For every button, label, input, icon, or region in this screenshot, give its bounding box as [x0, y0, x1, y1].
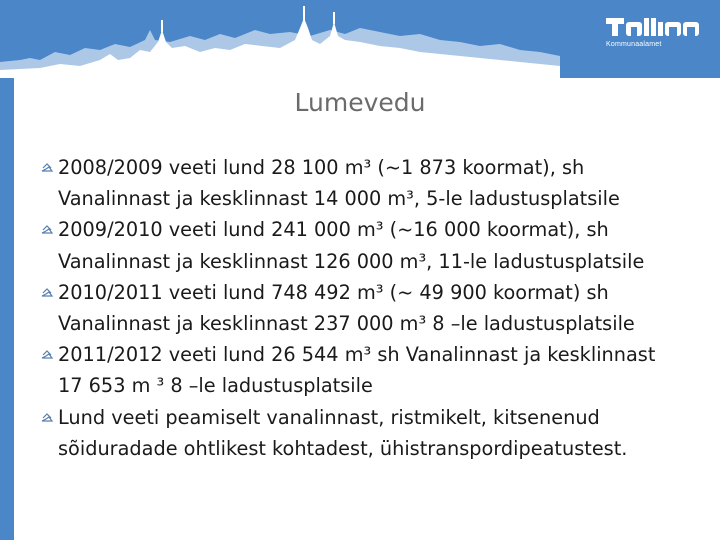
bullet-list [40, 152, 708, 464]
bullet-icon [40, 286, 54, 300]
bullet-line-2: Vanalinnast ja kesklinnast 237 000 m³ 8 –le ladustusplatsile [58, 312, 635, 336]
bullet-line-2: Vanalinnast ja kesklinnast 14 000 m³, 5-le ladustusplatsile [58, 187, 620, 211]
bullet-line-2: Vanalinnast ja kesklinnast 126 000 m³, 11-le ladustusplatsile [58, 249, 645, 273]
list-item [40, 402, 708, 464]
list-item [40, 214, 708, 276]
bullet-line-2: 17 653 m ³ 8 –le ladustusplatsile [58, 374, 373, 398]
list-item [40, 152, 708, 214]
bullet-icon [40, 411, 54, 425]
tallinn-logo-icon [606, 14, 702, 38]
city-skyline-graphic [0, 0, 560, 78]
slide-title-text: Lumevedu [294, 88, 426, 117]
bullet-icon [40, 161, 54, 175]
bullet-line-2: sõiduradade ohtlikest kohtadest, ühistranspordipeatustest. [58, 436, 628, 460]
bullet-line-1: Lund veeti peamiselt vanalinnast, ristmikelt, kitsenenud [58, 405, 600, 429]
left-accent-bar [0, 78, 14, 540]
bullet-icon [40, 223, 54, 237]
bullet-line-1: 2008/2009 veeti lund 28 100 m³ (~1 873 koormat), sh [58, 156, 585, 179]
tallinn-logo [606, 14, 706, 54]
bullet-line-1: 2011/2012 veeti lund 26 544 m³ sh Vanalinnast ja kesklinnast [58, 343, 656, 367]
slide-title [0, 88, 720, 117]
header-banner [0, 0, 720, 78]
bullet-icon [40, 348, 54, 362]
bullet-line-1: 2009/2010 veeti lund 241 000 m³ (~16 000 koormat), sh [58, 218, 609, 242]
logo-subtitle: Kommunaalamet [606, 41, 662, 48]
list-item [40, 339, 708, 401]
list-item [40, 277, 708, 339]
bullet-line-1: 2010/2011 veeti lund 748 492 m³ (~ 49 900 koormat) sh [58, 280, 609, 304]
